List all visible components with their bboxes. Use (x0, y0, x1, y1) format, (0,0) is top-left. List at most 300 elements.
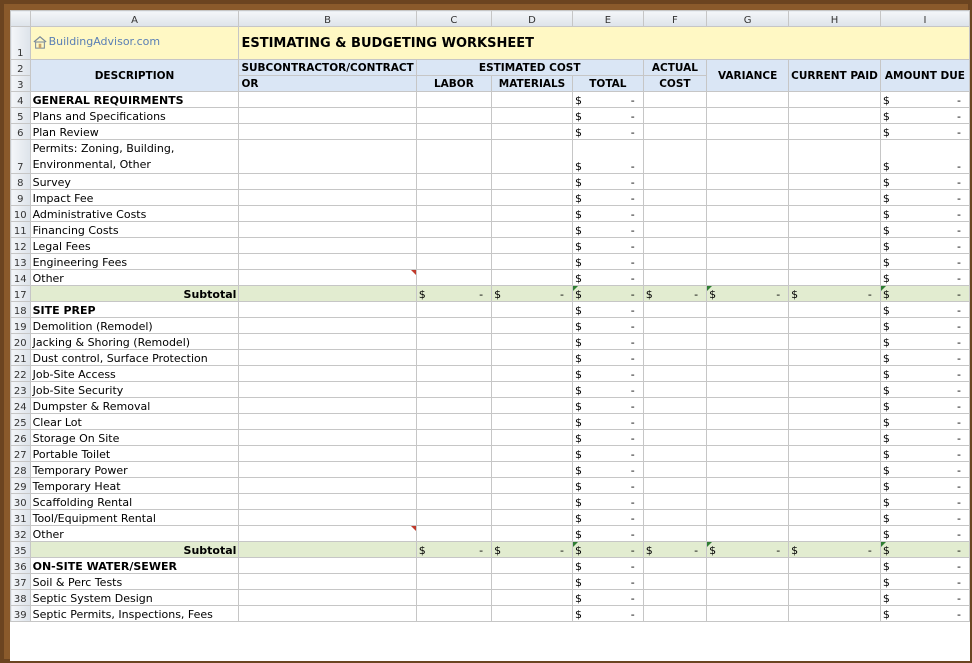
labor-cell[interactable] (416, 92, 491, 108)
actual-cost-cell[interactable] (643, 446, 706, 462)
materials-cell[interactable] (492, 446, 573, 462)
subcontractor-cell[interactable] (239, 222, 416, 238)
current-paid-cell[interactable] (789, 254, 881, 270)
total-cell[interactable] (572, 334, 643, 350)
total-cell[interactable] (572, 190, 643, 206)
current-paid-cell[interactable] (789, 140, 881, 174)
variance-cell[interactable] (707, 526, 789, 542)
amount-due-cell[interactable] (880, 174, 969, 190)
current-paid-cell[interactable] (789, 478, 881, 494)
materials-cell[interactable] (492, 398, 573, 414)
amount-due-cell[interactable] (880, 366, 969, 382)
row-number[interactable]: 35 (11, 542, 31, 558)
description-cell[interactable] (30, 606, 239, 622)
description-cell[interactable] (30, 478, 239, 494)
total-cell[interactable] (572, 254, 643, 270)
subcontractor-cell[interactable] (239, 606, 416, 622)
subtotal-label[interactable]: Subtotal (30, 286, 239, 302)
current-paid-cell[interactable] (789, 430, 881, 446)
description-cell[interactable] (30, 558, 239, 574)
amount-due-cell[interactable] (880, 254, 969, 270)
column-header-b[interactable]: B (239, 11, 416, 27)
variance-cell[interactable] (707, 254, 789, 270)
variance-cell[interactable] (707, 334, 789, 350)
labor-cell[interactable] (416, 238, 491, 254)
description-cell[interactable] (30, 574, 239, 590)
variance-cell[interactable] (707, 108, 789, 124)
actual-cost-cell[interactable] (643, 270, 706, 286)
description-cell[interactable] (30, 238, 239, 254)
variance-cell[interactable] (707, 430, 789, 446)
subcontractor-cell[interactable] (239, 382, 416, 398)
labor-cell[interactable] (416, 430, 491, 446)
total-subtotal-cell[interactable] (572, 286, 643, 302)
current-paid-cell[interactable] (789, 238, 881, 254)
current-paid-cell[interactable] (789, 590, 881, 606)
labor-header[interactable]: LABOR (416, 76, 491, 92)
subcontractor-cell[interactable] (239, 414, 416, 430)
labor-cell[interactable] (416, 190, 491, 206)
actual-cost-cell[interactable] (643, 462, 706, 478)
amount-due-cell[interactable] (880, 590, 969, 606)
amount-due-cell[interactable] (880, 558, 969, 574)
row-number[interactable]: 12 (11, 238, 31, 254)
total-cell[interactable] (572, 222, 643, 238)
total-cell[interactable] (572, 140, 643, 174)
current-paid-cell[interactable] (789, 558, 881, 574)
description-header[interactable]: DESCRIPTION (30, 60, 239, 92)
row-number[interactable]: 27 (11, 446, 31, 462)
row-number[interactable]: 39 (11, 606, 31, 622)
row-number[interactable]: 30 (11, 494, 31, 510)
subtotal-label[interactable]: Subtotal (30, 542, 239, 558)
current-paid-cell[interactable] (789, 398, 881, 414)
amount-due-cell[interactable] (880, 494, 969, 510)
subcontractor-cell[interactable] (239, 494, 416, 510)
logo-cell[interactable] (30, 27, 239, 60)
paid-subtotal-cell[interactable] (789, 286, 881, 302)
row-number[interactable]: 37 (11, 574, 31, 590)
subcontractor-cell[interactable] (239, 398, 416, 414)
actual-cost-cell[interactable] (643, 92, 706, 108)
actual-cost-cell[interactable] (643, 238, 706, 254)
subcontractor-header[interactable]: SUBCONTRACTOR/CONTRACT (239, 60, 416, 76)
description-cell[interactable] (30, 206, 239, 222)
materials-cell[interactable] (492, 302, 573, 318)
description-cell[interactable] (30, 254, 239, 270)
materials-cell[interactable] (492, 462, 573, 478)
description-cell[interactable] (30, 190, 239, 206)
column-header-e[interactable]: E (572, 11, 643, 27)
labor-cell[interactable] (416, 606, 491, 622)
current-paid-cell[interactable] (789, 462, 881, 478)
estimated-cost-header[interactable]: ESTIMATED COST (416, 60, 643, 76)
labor-cell[interactable] (416, 526, 491, 542)
actual-cost-cell[interactable] (643, 124, 706, 140)
amount-due-cell[interactable] (880, 238, 969, 254)
labor-cell[interactable] (416, 140, 491, 174)
amount-due-cell[interactable] (880, 206, 969, 222)
subcontractor-cell[interactable] (239, 108, 416, 124)
description-cell[interactable] (30, 414, 239, 430)
amount-due-header[interactable]: AMOUNT DUE (880, 60, 969, 92)
paid-subtotal-cell[interactable] (789, 542, 881, 558)
materials-cell[interactable] (492, 318, 573, 334)
subcontractor-cell[interactable] (239, 238, 416, 254)
current-paid-cell[interactable] (789, 222, 881, 238)
row-number[interactable]: 24 (11, 398, 31, 414)
amount-due-cell[interactable] (880, 606, 969, 622)
total-cell[interactable] (572, 302, 643, 318)
actual-header-line2[interactable]: COST (643, 76, 706, 92)
variance-cell[interactable] (707, 606, 789, 622)
labor-cell[interactable] (416, 366, 491, 382)
variance-cell[interactable] (707, 174, 789, 190)
current-paid-cell[interactable] (789, 206, 881, 222)
amount-due-cell[interactable] (880, 398, 969, 414)
amount-due-cell[interactable] (880, 140, 969, 174)
materials-cell[interactable] (492, 140, 573, 174)
subcontractor-cell[interactable] (239, 446, 416, 462)
variance-cell[interactable] (707, 574, 789, 590)
materials-cell[interactable] (492, 238, 573, 254)
total-cell[interactable] (572, 366, 643, 382)
total-cell[interactable] (572, 446, 643, 462)
materials-cell[interactable] (492, 558, 573, 574)
materials-cell[interactable] (492, 382, 573, 398)
current-paid-cell[interactable] (789, 270, 881, 286)
materials-cell[interactable] (492, 606, 573, 622)
materials-header[interactable]: MATERIALS (492, 76, 573, 92)
description-cell[interactable] (30, 494, 239, 510)
row-number[interactable]: 14 (11, 270, 31, 286)
materials-cell[interactable] (492, 174, 573, 190)
total-cell[interactable] (572, 238, 643, 254)
actual-cost-cell[interactable] (643, 494, 706, 510)
description-cell[interactable] (30, 222, 239, 238)
description-cell[interactable] (30, 462, 239, 478)
row-number[interactable]: 20 (11, 334, 31, 350)
current-paid-cell[interactable] (789, 174, 881, 190)
actual-cost-cell[interactable] (643, 606, 706, 622)
description-cell[interactable] (30, 350, 239, 366)
materials-subtotal-cell[interactable] (492, 286, 573, 302)
subcontractor-cell[interactable] (239, 140, 416, 174)
actual-subtotal-cell[interactable] (643, 286, 706, 302)
materials-cell[interactable] (492, 366, 573, 382)
subcontractor-cell[interactable] (239, 430, 416, 446)
labor-cell[interactable] (416, 382, 491, 398)
labor-cell[interactable] (416, 174, 491, 190)
actual-cost-cell[interactable] (643, 108, 706, 124)
row-number[interactable]: 29 (11, 478, 31, 494)
column-header-f[interactable]: F (643, 11, 706, 27)
variance-cell[interactable] (707, 206, 789, 222)
variance-subtotal-cell[interactable] (707, 286, 789, 302)
description-cell[interactable] (30, 92, 239, 108)
variance-cell[interactable] (707, 190, 789, 206)
current-paid-cell[interactable] (789, 606, 881, 622)
variance-subtotal-cell[interactable] (707, 542, 789, 558)
materials-cell[interactable] (492, 350, 573, 366)
total-cell[interactable] (572, 574, 643, 590)
current-paid-cell[interactable] (789, 414, 881, 430)
column-header-a[interactable]: A (30, 11, 239, 27)
row-number[interactable]: 38 (11, 590, 31, 606)
actual-cost-cell[interactable] (643, 414, 706, 430)
current-paid-cell[interactable] (789, 302, 881, 318)
row-number[interactable]: 17 (11, 286, 31, 302)
description-cell[interactable] (30, 398, 239, 414)
row-number[interactable]: 4 (11, 92, 31, 108)
materials-subtotal-cell[interactable] (492, 542, 573, 558)
row-number[interactable]: 8 (11, 174, 31, 190)
subcontractor-cell[interactable] (239, 558, 416, 574)
column-header-c[interactable]: C (416, 11, 491, 27)
amount-due-cell[interactable] (880, 430, 969, 446)
total-subtotal-cell[interactable] (572, 542, 643, 558)
subcontractor-cell[interactable] (239, 334, 416, 350)
variance-cell[interactable] (707, 478, 789, 494)
select-all-corner[interactable] (11, 11, 31, 27)
labor-cell[interactable] (416, 206, 491, 222)
actual-cost-cell[interactable] (643, 558, 706, 574)
actual-cost-cell[interactable] (643, 206, 706, 222)
actual-cost-cell[interactable] (643, 574, 706, 590)
total-cell[interactable] (572, 382, 643, 398)
labor-cell[interactable] (416, 574, 491, 590)
current-paid-cell[interactable] (789, 108, 881, 124)
total-header[interactable]: TOTAL (572, 76, 643, 92)
total-cell[interactable] (572, 108, 643, 124)
row-number[interactable]: 6 (11, 124, 31, 140)
materials-cell[interactable] (492, 430, 573, 446)
variance-cell[interactable] (707, 462, 789, 478)
row-number[interactable]: 13 (11, 254, 31, 270)
amount-due-cell[interactable] (880, 124, 969, 140)
variance-header[interactable]: VARIANCE (707, 60, 789, 92)
actual-cost-cell[interactable] (643, 254, 706, 270)
subcontractor-cell[interactable] (239, 270, 416, 286)
total-cell[interactable] (572, 92, 643, 108)
current-paid-cell[interactable] (789, 366, 881, 382)
subcontractor-cell[interactable] (239, 526, 416, 542)
row-number[interactable]: 3 (11, 76, 31, 92)
labor-cell[interactable] (416, 446, 491, 462)
amount-due-cell[interactable] (880, 334, 969, 350)
description-cell[interactable] (30, 318, 239, 334)
materials-cell[interactable] (492, 254, 573, 270)
cell[interactable] (239, 286, 416, 302)
labor-cell[interactable] (416, 510, 491, 526)
amount-due-cell[interactable] (880, 350, 969, 366)
total-cell[interactable] (572, 494, 643, 510)
materials-cell[interactable] (492, 270, 573, 286)
total-cell[interactable] (572, 526, 643, 542)
actual-cost-cell[interactable] (643, 590, 706, 606)
materials-cell[interactable] (492, 334, 573, 350)
labor-cell[interactable] (416, 462, 491, 478)
worksheet-title[interactable]: ESTIMATING & BUDGETING WORKSHEET (239, 27, 970, 60)
amount-due-cell[interactable] (880, 270, 969, 286)
total-cell[interactable] (572, 206, 643, 222)
current-paid-cell[interactable] (789, 190, 881, 206)
materials-cell[interactable] (492, 124, 573, 140)
amount-due-cell[interactable] (880, 92, 969, 108)
labor-cell[interactable] (416, 254, 491, 270)
current-paid-cell[interactable] (789, 124, 881, 140)
actual-subtotal-cell[interactable] (643, 542, 706, 558)
row-number[interactable]: 25 (11, 414, 31, 430)
materials-cell[interactable] (492, 574, 573, 590)
row-number[interactable]: 19 (11, 318, 31, 334)
total-cell[interactable] (572, 318, 643, 334)
variance-cell[interactable] (707, 238, 789, 254)
amount-due-cell[interactable] (880, 462, 969, 478)
subcontractor-cell[interactable] (239, 318, 416, 334)
labor-cell[interactable] (416, 318, 491, 334)
description-cell[interactable] (30, 430, 239, 446)
current-paid-cell[interactable] (789, 510, 881, 526)
due-subtotal-cell[interactable] (880, 286, 969, 302)
labor-cell[interactable] (416, 124, 491, 140)
actual-cost-cell[interactable] (643, 430, 706, 446)
materials-cell[interactable] (492, 526, 573, 542)
amount-due-cell[interactable] (880, 190, 969, 206)
description-cell[interactable] (30, 590, 239, 606)
actual-cost-cell[interactable] (643, 510, 706, 526)
variance-cell[interactable] (707, 222, 789, 238)
description-cell[interactable] (30, 334, 239, 350)
subcontractor-cell[interactable] (239, 190, 416, 206)
actual-cost-cell[interactable] (643, 382, 706, 398)
description-cell[interactable] (30, 526, 239, 542)
actual-cost-cell[interactable] (643, 318, 706, 334)
total-cell[interactable] (572, 510, 643, 526)
cell[interactable] (239, 542, 416, 558)
description-cell[interactable] (30, 124, 239, 140)
actual-cost-cell[interactable] (643, 174, 706, 190)
description-cell[interactable] (30, 366, 239, 382)
labor-cell[interactable] (416, 222, 491, 238)
variance-cell[interactable] (707, 302, 789, 318)
variance-cell[interactable] (707, 398, 789, 414)
amount-due-cell[interactable] (880, 108, 969, 124)
actual-cost-cell[interactable] (643, 140, 706, 174)
description-cell[interactable] (30, 302, 239, 318)
subcontractor-cell[interactable] (239, 590, 416, 606)
actual-cost-cell[interactable] (643, 478, 706, 494)
column-header-d[interactable]: D (492, 11, 573, 27)
current-paid-cell[interactable] (789, 494, 881, 510)
description-cell[interactable] (30, 140, 239, 174)
subcontractor-cell[interactable] (239, 510, 416, 526)
total-cell[interactable] (572, 462, 643, 478)
description-cell[interactable] (30, 174, 239, 190)
materials-cell[interactable] (492, 222, 573, 238)
current-paid-cell[interactable] (789, 382, 881, 398)
actual-cost-cell[interactable] (643, 302, 706, 318)
current-paid-header[interactable]: CURRENT PAID (789, 60, 881, 92)
actual-cost-cell[interactable] (643, 526, 706, 542)
subcontractor-cell[interactable] (239, 478, 416, 494)
total-cell[interactable] (572, 398, 643, 414)
labor-cell[interactable] (416, 398, 491, 414)
materials-cell[interactable] (492, 478, 573, 494)
materials-cell[interactable] (492, 206, 573, 222)
row-number[interactable]: 21 (11, 350, 31, 366)
variance-cell[interactable] (707, 92, 789, 108)
amount-due-cell[interactable] (880, 510, 969, 526)
subcontractor-cell[interactable] (239, 92, 416, 108)
amount-due-cell[interactable] (880, 414, 969, 430)
variance-cell[interactable] (707, 558, 789, 574)
row-number[interactable]: 9 (11, 190, 31, 206)
row-number[interactable]: 10 (11, 206, 31, 222)
current-paid-cell[interactable] (789, 574, 881, 590)
variance-cell[interactable] (707, 270, 789, 286)
current-paid-cell[interactable] (789, 350, 881, 366)
total-cell[interactable] (572, 590, 643, 606)
row-number[interactable]: 5 (11, 108, 31, 124)
materials-cell[interactable] (492, 494, 573, 510)
amount-due-cell[interactable] (880, 574, 969, 590)
row-number[interactable]: 28 (11, 462, 31, 478)
variance-cell[interactable] (707, 510, 789, 526)
current-paid-cell[interactable] (789, 526, 881, 542)
subcontractor-header-cont[interactable]: OR (239, 76, 416, 92)
materials-cell[interactable] (492, 414, 573, 430)
labor-cell[interactable] (416, 350, 491, 366)
materials-cell[interactable] (492, 190, 573, 206)
labor-cell[interactable] (416, 334, 491, 350)
description-cell[interactable] (30, 382, 239, 398)
subcontractor-cell[interactable] (239, 206, 416, 222)
actual-cost-cell[interactable] (643, 190, 706, 206)
materials-cell[interactable] (492, 92, 573, 108)
actual-cost-cell[interactable] (643, 366, 706, 382)
current-paid-cell[interactable] (789, 446, 881, 462)
actual-cost-cell[interactable] (643, 398, 706, 414)
subcontractor-cell[interactable] (239, 124, 416, 140)
row-number[interactable]: 32 (11, 526, 31, 542)
current-paid-cell[interactable] (789, 318, 881, 334)
description-cell[interactable] (30, 510, 239, 526)
total-cell[interactable] (572, 430, 643, 446)
column-header-g[interactable]: G (707, 11, 789, 27)
variance-cell[interactable] (707, 382, 789, 398)
row-number[interactable]: 36 (11, 558, 31, 574)
row-number[interactable]: 11 (11, 222, 31, 238)
labor-subtotal-cell[interactable] (416, 542, 491, 558)
labor-cell[interactable] (416, 590, 491, 606)
actual-cost-cell[interactable] (643, 350, 706, 366)
variance-cell[interactable] (707, 366, 789, 382)
variance-cell[interactable] (707, 124, 789, 140)
labor-cell[interactable] (416, 494, 491, 510)
description-cell[interactable] (30, 446, 239, 462)
row-number[interactable]: 7 (11, 140, 31, 174)
labor-cell[interactable] (416, 302, 491, 318)
column-header-i[interactable]: I (880, 11, 969, 27)
labor-cell[interactable] (416, 270, 491, 286)
due-subtotal-cell[interactable] (880, 542, 969, 558)
row-number[interactable]: 2 (11, 60, 31, 76)
amount-due-cell[interactable] (880, 302, 969, 318)
subcontractor-cell[interactable] (239, 350, 416, 366)
amount-due-cell[interactable] (880, 526, 969, 542)
column-header-h[interactable]: H (789, 11, 881, 27)
